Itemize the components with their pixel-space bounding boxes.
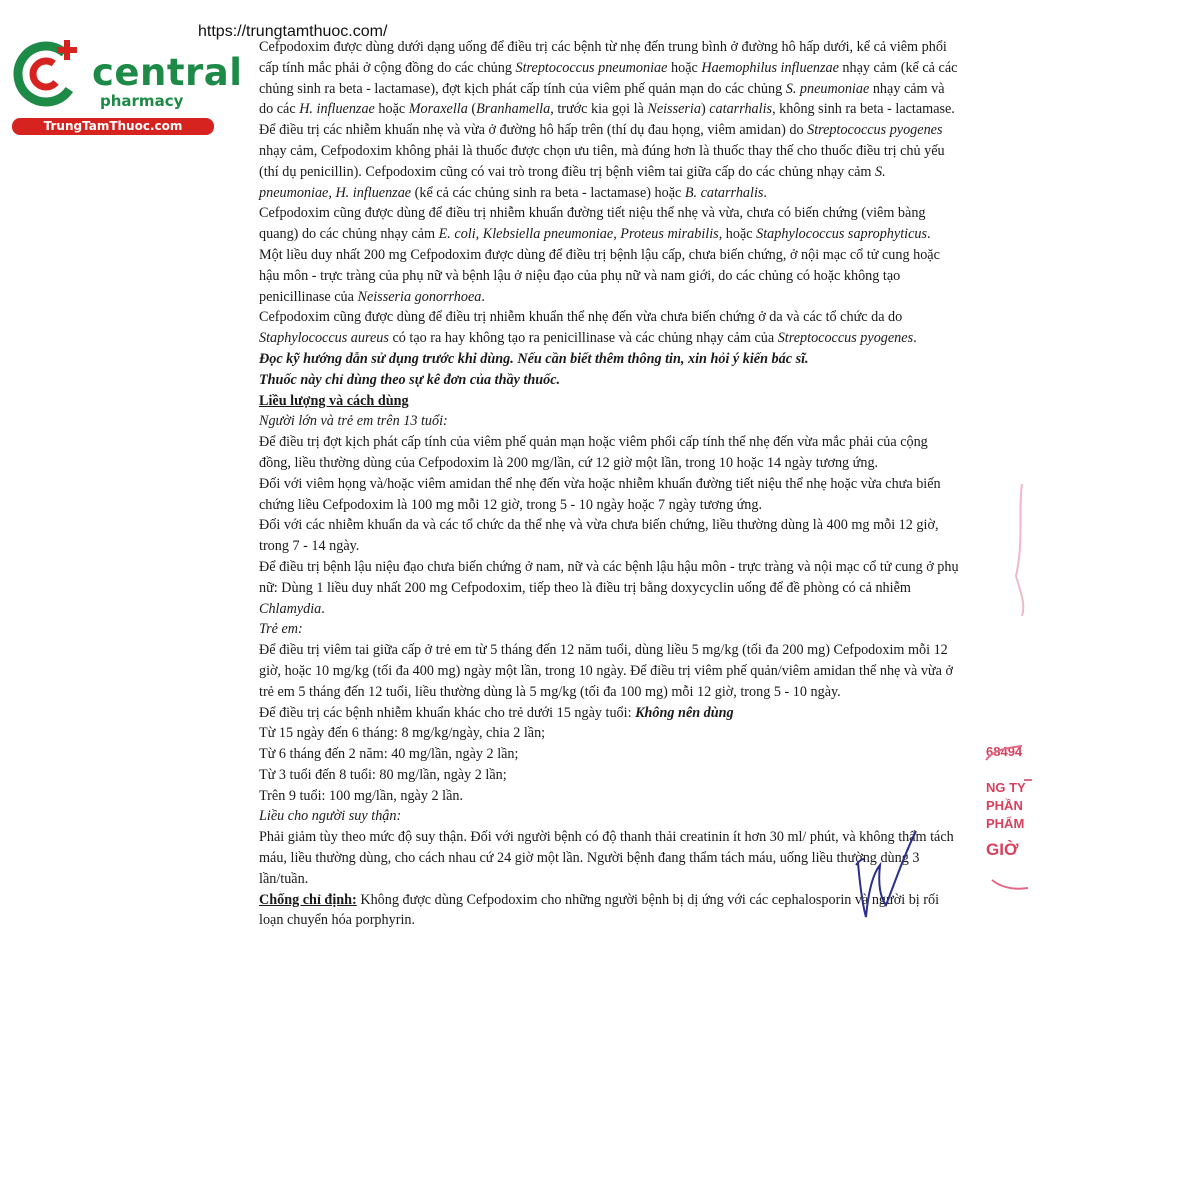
adults-heading: Người lớn và trẻ em trên 13 tuổi: (259, 413, 448, 430)
edge-mark-icon (1000, 480, 1030, 620)
child-dose-otitis: Để điều trị viêm tai giữa cấp ở trẻ em từ 5 tháng đến 12 năm tuổi, dùng liều 5 mg/kg (tối đa 200 mg) Cefpodoxim mỗi 12 giờ, hoặc 10 mg/kg (tối đa 400 mg) ngày một lần, trong 10 ngày. Để điều trị viêm phế quản/viêm amidan thể nhẹ và vừa ở trẻ em 5 tháng đến 12 tuổi, liều thường dùng là 5 mg/kg (tối đa 100 mg) mỗi 12 giờ, trong 5 - 10 ngày. (259, 642, 953, 700)
warning-read-instructions: Đọc kỹ hướng dẫn sử dụng trước khi dùng. Nếu cần biết thêm thông tin, xin hỏi ý kiến bác sĩ. (259, 350, 809, 367)
child-dose-list-item: Từ 15 ngày đến 6 tháng: 8 mg/kg/ngày, chia 2 lần; (259, 725, 546, 742)
company-stamp-icon (972, 740, 1032, 900)
renal-dose: Phải giảm tùy theo mức độ suy thận. Đối với người bệnh có độ thanh thải creatinin ít hơn 30 ml/ phút, và không thẩm tách máu, liều thường dùng, cho cách nhau cứ 24 giờ một lần. Người bệnh đang thẩm tách máu, uống liều thường dùng 3 lần/tuần. (259, 829, 954, 887)
stamp-text: PHẦN (986, 798, 1023, 813)
leaflet-page (259, 37, 959, 931)
central-pharmacy-logo[interactable] (8, 36, 243, 136)
stamp-text: NG TY (986, 780, 1026, 795)
adult-dose-respiratory: Để điều trị đợt kịch phát cấp tính của viêm phế quản mạn hoặc viêm phổi cấp tính thể nhẹ đến vừa mắc phải của cộng đồng, liều thường dùng của Cefpodoxim là 200 mg/lần, cứ 12 giờ một lần, trong 10 hoặc 14 ngày tương ứng. (259, 434, 928, 471)
brand-name: central (92, 51, 243, 94)
brand-site-bar: TrungTamThuoc.com (12, 118, 214, 135)
contraindications: Chống chỉ định: Không được dùng Cefpodoxim cho những người bệnh bị dị ứng với các cephalosporin và người bị rối loạn chuyển hóa porphyrin. (259, 891, 940, 929)
renal-heading: Liều cho người suy thận: (259, 808, 402, 825)
child-dose-list-item: Từ 3 tuổi đến 8 tuổi: 80 mg/lần, ngày 2 lần; (259, 766, 507, 783)
stamp-text: GIỜ (986, 840, 1019, 859)
child-dose-list-item: Từ 6 tháng đến 2 năm: 40 mg/lần, ngày 2 lần; (259, 746, 519, 763)
child-dose-under-15-days: Để điều trị các bệnh nhiễm khuẩn khác cho trẻ dưới 15 ngày tuổi: Không nên dùng (259, 704, 734, 721)
source-url[interactable]: https://trungtamthuoc.com/ (198, 23, 388, 40)
brand-subtitle: pharmacy (100, 92, 184, 110)
indication-lower-respiratory: Cefpodoxim được dùng dưới dạng uống để điều trị các bệnh từ nhẹ đến trung bình ở đường hô hấp dưới, kể cả viêm phổi cấp tính mắc phải ở cộng đồng do các chủng Streptococcus pneumoniae hoặc Haemophilus influenzae nhạy cảm (kể cả các chủng sinh ra beta - lactamase), đợt kịch phát cấp tính của viêm phế quản mạn do các chủng S. pneumoniae nhạy cảm và do các H. influenzae hoặc Moraxella (Branhamella, trước kia gọi là Neisseria) catarrhalis, không sinh ra beta - lactamase. (259, 39, 958, 118)
contraindications-heading: Chống chỉ định: (259, 891, 357, 908)
stamp-text: 68494 (986, 744, 1023, 759)
indication-urinary: Cefpodoxim cũng được dùng để điều trị nhiễm khuẩn đường tiết niệu thể nhẹ và vừa, chưa có biến chứng (viêm bàng quang) do các chủng nhạy cảm E. coli, Klebsiella pneumoniae, Proteus mirabilis, hoặc Staphylococcus saprophyticus. (259, 205, 931, 243)
stamp-text: PHẨM (986, 816, 1025, 831)
warning-prescription: Thuốc này chỉ dùng theo sự kê đơn của thầy thuốc. (259, 371, 561, 388)
adult-dose-gonorrhea: Để điều trị bệnh lậu niệu đạo chưa biến chứng ở nam, nữ và các bệnh lậu hậu môn - trực tràng và nội mạc cổ tử cung ở phụ nữ: Dùng 1 liều duy nhất 200 mg Cefpodoxim, tiếp theo là điều trị bằng doxycyclin uống để đề phòng có cả nhiễm Chlamydia. (259, 558, 959, 617)
dosage-heading: Liều lượng và cách dùng (259, 392, 409, 409)
adult-dose-skin: Đối với các nhiễm khuẩn da và các tổ chức da thể nhẹ và vừa chưa biến chứng, liều thường dùng là 400 mg mỗi 12 giờ, trong 7 - 14 ngày. (259, 517, 939, 555)
indication-upper-respiratory: Để điều trị các nhiễm khuẩn nhẹ và vừa ở đường hô hấp trên (thí dụ đau họng, viêm amidan) do Streptococcus pyogenes nhạy cảm, Cefpodoxim không phải là thuốc được chọn ưu tiên, mà đúng hơn là thuốc thay thế cho thuốc điều trị chủ yếu (thí dụ penicillin). Cefpodoxim cũng có vai trò trong điều trị bệnh viêm tai giữa cấp do các chủng nhạy cảm S. pneumoniae, H. influenzae (kể cả các chủng sinh ra beta - lactamase) hoặc B. catarrhalis. (259, 122, 945, 201)
adult-dose-pharyngitis: Đối với viêm họng và/hoặc viêm amidan thể nhẹ đến vừa hoặc nhiễm khuẩn đường tiết niệu thể nhẹ hoặc vừa chưa biến chứng liều Cefpodoxim là 100 mg mỗi 12 giờ, trong 5 - 10 ngày hoặc 7 ngày tương ứng. (259, 475, 941, 513)
children-heading: Trẻ em: (259, 621, 303, 638)
child-dose-list-item: Trên 9 tuổi: 100 mg/lần, ngày 2 lần. (259, 787, 464, 804)
indication-gonorrhea: Một liều duy nhất 200 mg Cefpodoxim được dùng để điều trị bệnh lậu cấp, chưa biến chứng, ở nội mạc cổ tử cung hoặc hậu môn - trực tràng của phụ nữ và bệnh lậu ở niệu đạo của phụ nữ và nam giới, do các chủng có hoặc không tạo penicillinase của Neisseria gonorrhoea. (259, 246, 940, 305)
indication-skin: Cefpodoxim cũng được dùng để điều trị nhiễm khuẩn thể nhẹ đến vừa chưa biến chứng ở da và các tổ chức da do Staphylococcus aureus có tạo ra hay không tạo ra penicillinase và các chủng nhạy cảm của Streptococcus pyogenes. (259, 309, 917, 347)
signature-icon (850, 825, 920, 925)
pharmacy-logo-icon (8, 36, 92, 116)
